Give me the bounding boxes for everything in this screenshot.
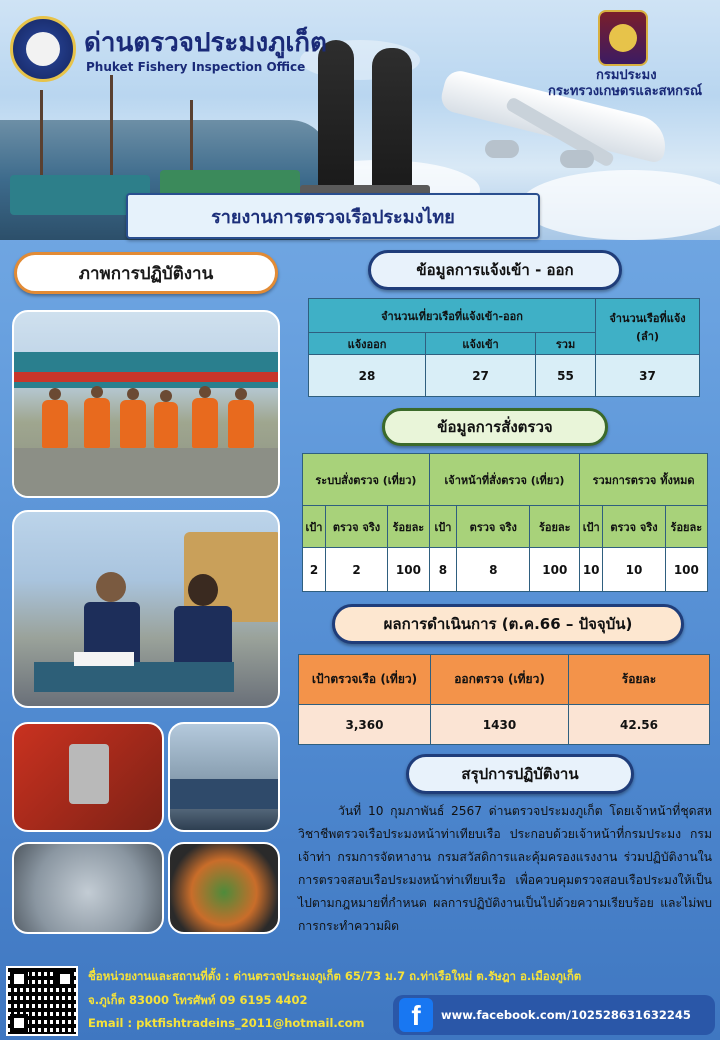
order-group-system: ระบบสั่งตรวจ (เที่ยว) [303,454,430,506]
notify-value-out: 28 [309,355,426,397]
facebook-url[interactable]: www.facebook.com/102528631632245 [441,1008,691,1022]
order-value: 10 [580,548,603,592]
facebook-link[interactable] [393,995,715,1035]
order-value: 8 [429,548,456,592]
airplane-engine [560,150,594,168]
photos-section-title: ภาพการปฏิบัติงาน [14,252,278,294]
order-subcol-target: เป้า [580,506,603,548]
order-table [302,453,708,592]
order-subcol-percent: ร้อยละ [665,506,707,548]
notify-section-title: ข้อมูลการแจ้งเข้า - ออก [368,250,622,290]
dock-ground [14,448,280,498]
order-value: 8 [457,548,530,592]
notify-value-in: 27 [426,355,536,397]
notify-col-in: แจ้งเข้า [426,333,536,355]
photo-boat-exterior [168,722,280,832]
papers [74,652,134,666]
result-header-inspected: ออกตรวจ (เที่ยว) [431,655,569,705]
order-value: 2 [303,548,326,592]
notify-value-boats: 37 [596,355,700,397]
photo-team-group [12,310,280,498]
photo-cooked-food [168,842,280,934]
result-section-title: ผลการดำเนินการ (ต.ค.66 – ปัจจุบัน) [332,604,684,644]
order-subcol-actual: ตรวจ จริง [603,506,665,548]
office-title-th: ด่านตรวจประมงภูเก็ต [84,28,327,58]
fishery-inspection-logo [10,16,76,82]
order-subcol-actual: ตรวจ จริง [457,506,530,548]
result-header-target: เป้าตรวจเรือ (เที่ยว) [299,655,431,705]
statue-right [372,48,412,193]
order-value: 100 [387,548,429,592]
order-value: 10 [603,548,665,592]
table-surface [34,662,234,692]
result-table [298,654,710,745]
notify-col-out: แจ้งออก [309,333,426,355]
summary-section-title: สรุปการปฏิบัติงาน [406,754,634,794]
facebook-icon: f [399,998,433,1032]
order-subcol-percent: ร้อยละ [530,506,580,548]
summary-text: วันที่ 10 กุมภาพันธ์ 2567 ด่านตรวจประมงภูเก็ต โดยเจ้าหน้าที่ชุดสหวิชาชีพตรวจเรือประมงหน้าท่าเทียบเรือ ประกอบด้วยเจ้าหน้าที่กรมประมง กรมเจ้าท่า กรมการจัดหางาน กรมสวัสดิการและคุ้มครองแรงงาน ร่วมปฏิบัติงานในการตรวจสอบเรือประมงหน้าท่าเทียบเรือ เพื่อควบคุมตรวจสอบเรือประมงให้เป็นไปตามกฎหมายที่กำหนด ผลการปฏิบัติงานเป็นไปด้วยความเรียบร้อย และไม่พบการกระทำความผิด [298,804,712,933]
result-value-target: 3,360 [299,705,431,745]
order-value: 2 [326,548,388,592]
notify-boats-header: จำนวนเรือที่แจ้ง (ลำ) [596,299,700,355]
order-value: 100 [665,548,707,592]
order-subcol-target: เป้า [303,506,326,548]
order-group-total: รวมการตรวจ ทั้งหมด [580,454,708,506]
address-line-1: ชื่อหน่วยงานและสถานที่ตั้ง : ด่านตรวจประมงภูเก็ต 65/73 ม.7 ถ.ท่าเรือใหม่ ต.รัษฎา อ.เมืองภูเก็ต [88,969,582,983]
notify-col-total: รวม [536,333,596,355]
office-title-en: Phuket Fishery Inspection Office [86,60,306,74]
airplane-engine [485,140,519,158]
order-subcol-percent: ร้อยละ [387,506,429,548]
email-line[interactable]: Email : pktfishtradeins_2011@hotmail.com [88,1016,365,1030]
qr-code[interactable] [6,966,78,1036]
result-value-percent: 42.56 [569,705,710,745]
cloud [520,170,720,240]
result-header-percent: ร้อยละ [569,655,710,705]
order-section-title: ข้อมูลการสั่งตรวจ [382,408,608,446]
department-name: กรมประมง [596,68,657,83]
order-value: 100 [530,548,580,592]
boat-hull-shape [14,352,280,388]
notify-group-header: จำนวนเที่ยวเรือที่แจ้งเข้า-ออก [309,299,596,333]
order-subcol-actual: ตรวจ จริง [326,506,388,548]
photo-fish-catch [12,842,164,934]
address-line-2: จ.ภูเก็ต 83000 โทรศัพท์ 09 6195 4402 [88,993,308,1007]
order-group-officer: เจ้าหน้าที่สั่งตรวจ (เที่ยว) [429,454,579,506]
notify-table [308,298,700,397]
ministry-name: กระทรวงเกษตรและสหกรณ์ [548,84,703,99]
result-value-inspected: 1430 [431,705,569,745]
report-title: รายงานการตรวจเรือประมงไทย [126,193,540,239]
photo-document-check [12,510,280,708]
department-logo [598,10,648,66]
boat-stripe-shape [14,372,280,382]
photo-engine-room [12,722,164,832]
order-subcol-target: เป้า [429,506,456,548]
notify-value-total: 55 [536,355,596,397]
